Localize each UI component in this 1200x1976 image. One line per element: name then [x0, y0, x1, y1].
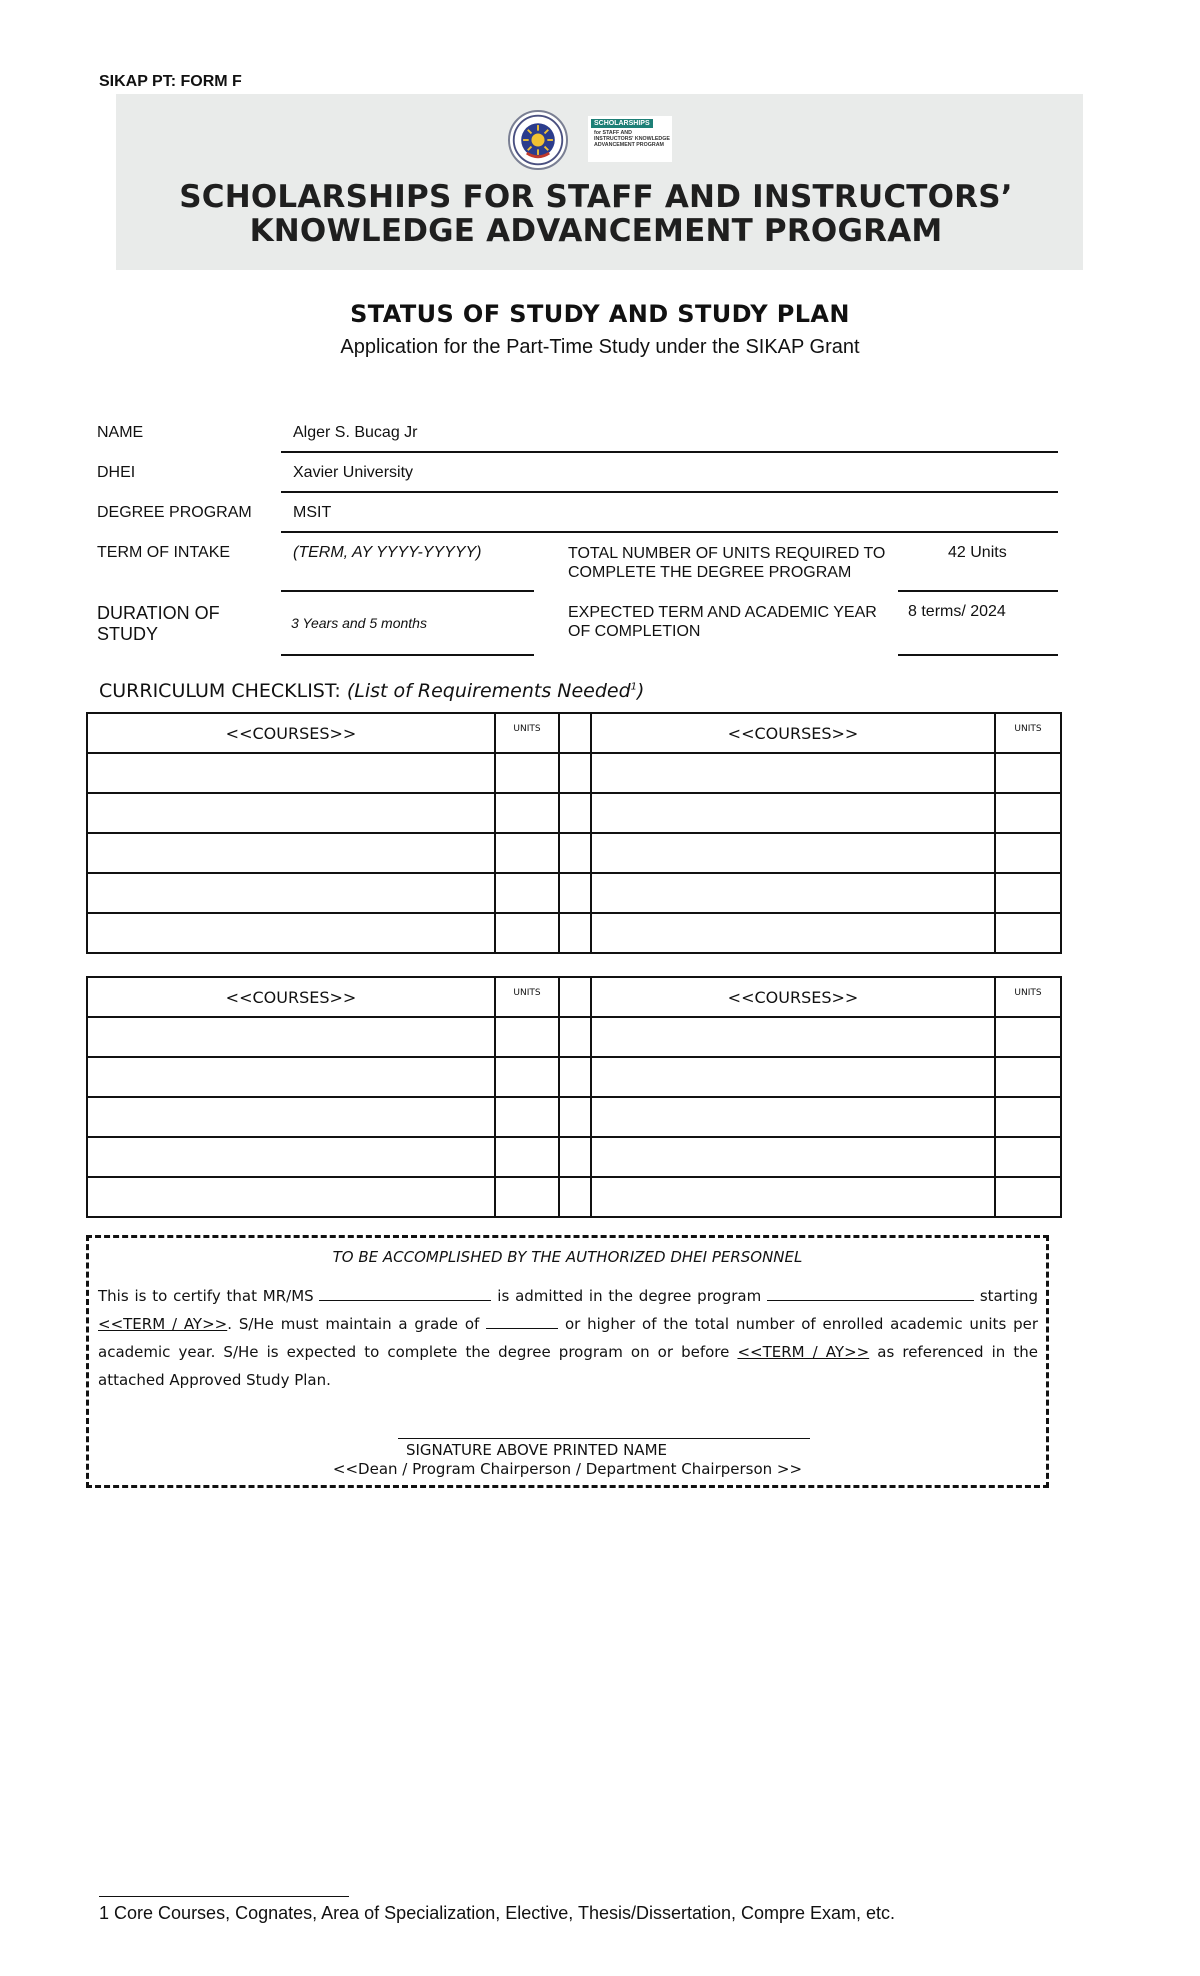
spacer-cell — [559, 873, 591, 913]
course-row — [87, 913, 1061, 953]
dhei-line — [281, 491, 1058, 493]
course-cell[interactable] — [591, 1137, 995, 1177]
footnote — [99, 1903, 895, 1924]
units-cell[interactable] — [995, 1137, 1061, 1177]
course-cell[interactable] — [591, 913, 995, 953]
signature-line[interactable] — [398, 1438, 810, 1439]
units-value: 42 Units — [948, 544, 1007, 561]
duration-label: DURATION OF STUDY — [97, 603, 220, 644]
units-cell[interactable] — [995, 913, 1061, 953]
spacer-cell — [559, 833, 591, 873]
term-label: TERM OF INTAKE — [97, 544, 231, 561]
units-cell[interactable] — [495, 873, 559, 913]
spacer-cell — [559, 1017, 591, 1057]
name-line — [281, 451, 1058, 453]
course-cell[interactable] — [87, 833, 495, 873]
checklist-heading-text: CURRICULUM CHECKLIST: — [99, 680, 341, 702]
courses-header: <<COURSES>> — [87, 713, 495, 753]
units-cell[interactable] — [495, 753, 559, 793]
spacer-cell — [559, 1137, 591, 1177]
spacer-cell — [559, 1177, 591, 1217]
degree-label: DEGREE PROGRAM — [97, 504, 252, 521]
units-cell[interactable] — [495, 1097, 559, 1137]
units-header: UNITS — [495, 713, 559, 753]
spacer-cell — [559, 793, 591, 833]
course-cell[interactable] — [87, 753, 495, 793]
course-cell[interactable] — [591, 873, 995, 913]
spacer-cell — [559, 913, 591, 953]
spacer-cell — [559, 977, 591, 1017]
checklist-heading-close: ) — [637, 680, 645, 702]
cert-text-part: . S/He must maintain a grade of — [227, 1315, 480, 1333]
cert-text-part: or higher of the total number of enrolled academic units per academic year. S/He is expected to complete the degree program on or before — [98, 1315, 1038, 1361]
units-cell[interactable] — [495, 1177, 559, 1217]
grade-blank[interactable] — [486, 1316, 558, 1329]
completion-line — [898, 654, 1058, 656]
units-cell[interactable] — [995, 753, 1061, 793]
degree-program-blank[interactable] — [767, 1288, 974, 1301]
course-row — [87, 1177, 1061, 1217]
courses-header: <<COURSES>> — [591, 713, 995, 753]
course-row — [87, 1137, 1061, 1177]
completion-label: EXPECTED TERM AND ACADEMIC YEAR OF COMPLETION — [568, 604, 877, 640]
agency-seal-logo — [508, 110, 568, 170]
course-cell[interactable] — [591, 833, 995, 873]
checklist-heading-note: (List of Requirements Needed — [346, 680, 631, 702]
curriculum-checklist-heading — [99, 680, 644, 702]
units-label: TOTAL NUMBER OF UNITS REQUIRED TO COMPLETE THE DEGREE PROGRAM — [568, 545, 886, 581]
courses-header-row — [87, 977, 1061, 1017]
start-term-placeholder: <<TERM / AY>> — [98, 1315, 228, 1333]
dhei-label: DHEI — [97, 464, 136, 481]
course-row — [87, 873, 1061, 913]
cert-text-part: This is to certify that MR/MS — [98, 1287, 314, 1305]
signature-label: SIGNATURE ABOVE PRINTED NAME — [405, 1441, 667, 1459]
units-cell[interactable] — [495, 1057, 559, 1097]
footnote-ref: 1 — [630, 681, 638, 693]
units-header: UNITS — [995, 713, 1061, 753]
banner-title: SCHOLARSHIPS FOR STAFF AND INSTRUCTORS’ KNOWLEDGE ADVANCEMENT PROGRAM — [179, 179, 1013, 249]
completion-value: 8 terms/ 2024 — [908, 603, 1006, 620]
end-term-placeholder: <<TERM / AY>> — [737, 1343, 870, 1361]
course-cell[interactable] — [87, 1177, 495, 1217]
units-cell[interactable] — [495, 913, 559, 953]
course-cell[interactable] — [591, 1057, 995, 1097]
footnote-number: 1 — [99, 1903, 110, 1923]
name-label: NAME — [97, 424, 144, 441]
courses-header: <<COURSES>> — [591, 977, 995, 1017]
units-cell[interactable] — [495, 1017, 559, 1057]
course-cell[interactable] — [87, 1097, 495, 1137]
units-cell[interactable] — [995, 1097, 1061, 1137]
course-cell[interactable] — [591, 1097, 995, 1137]
courses-table-2 — [86, 976, 1062, 1218]
course-cell[interactable] — [591, 793, 995, 833]
units-header: UNITS — [495, 977, 559, 1017]
cert-text-part: starting — [979, 1287, 1038, 1305]
logo-tag: SCHOLARSHIPS — [591, 119, 653, 128]
units-cell[interactable] — [495, 1137, 559, 1177]
units-cell[interactable] — [995, 1017, 1061, 1057]
course-cell[interactable] — [87, 913, 495, 953]
signatory-role: <<Dean / Program Chairperson / Department Chairperson >> — [332, 1460, 803, 1478]
units-line — [898, 590, 1058, 592]
courses-header-row — [87, 713, 1061, 753]
units-cell[interactable] — [495, 793, 559, 833]
footnote-text: Core Courses, Cognates, Area of Specialization, Elective, Thesis/Dissertation, Compre Exam, etc. — [114, 1903, 896, 1923]
cert-text-part: is admitted in the degree program — [497, 1287, 762, 1305]
certification-box — [86, 1235, 1049, 1488]
spacer-cell — [559, 1057, 591, 1097]
term-line — [281, 590, 534, 592]
course-cell[interactable] — [591, 1177, 995, 1217]
course-cell[interactable] — [87, 1057, 495, 1097]
course-row — [87, 753, 1061, 793]
course-row — [87, 1017, 1061, 1057]
spacer-cell — [559, 1097, 591, 1137]
course-cell[interactable] — [87, 873, 495, 913]
degree-line — [281, 531, 1058, 533]
units-cell[interactable] — [995, 1057, 1061, 1097]
units-cell[interactable] — [495, 833, 559, 873]
name-blank[interactable] — [319, 1288, 491, 1301]
footnote-separator — [99, 1896, 349, 1897]
form-code: SIKAP PT: FORM F — [99, 73, 242, 90]
course-cell[interactable] — [87, 1017, 495, 1057]
courses-table-1 — [86, 712, 1062, 954]
course-cell[interactable] — [87, 1137, 495, 1177]
course-cell[interactable] — [591, 1017, 995, 1057]
units-header: UNITS — [995, 977, 1061, 1017]
course-row — [87, 1097, 1061, 1137]
course-row — [87, 793, 1061, 833]
units-cell[interactable] — [995, 1177, 1061, 1217]
units-cell[interactable] — [995, 873, 1061, 913]
cert-text-part: as referenced in the attached Approved Study Plan. — [98, 1343, 1038, 1389]
dhei-value: Xavier University — [293, 464, 414, 481]
units-cell[interactable] — [995, 833, 1061, 873]
units-cell[interactable] — [995, 793, 1061, 833]
certification-heading: TO BE ACCOMPLISHED BY THE AUTHORIZED DHEI PERSONNEL — [332, 1248, 803, 1266]
duration-value: 3 Years and 5 months — [291, 615, 427, 631]
spacer-cell — [559, 753, 591, 793]
certification-text — [98, 1282, 1038, 1394]
sikap-logo — [588, 116, 672, 162]
courses-header: <<COURSES>> — [87, 977, 495, 1017]
course-cell[interactable] — [591, 753, 995, 793]
course-cell[interactable] — [87, 793, 495, 833]
course-row — [87, 1057, 1061, 1097]
name-value: Alger S. Bucag Jr — [293, 424, 418, 441]
duration-line — [281, 654, 534, 656]
degree-value: MSIT — [293, 504, 332, 521]
page-subtitle: Application for the Part-Time Study under the SIKAP Grant — [340, 336, 860, 358]
term-value: (TERM, AY YYYY-YYYYY) — [293, 544, 482, 561]
logo-subtitle: for STAFF AND INSTRUCTORS' KNOWLEDGE ADVANCEMENT PROGRAM — [594, 130, 670, 148]
spacer-cell — [559, 713, 591, 753]
course-row — [87, 833, 1061, 873]
page-title: STATUS OF STUDY AND STUDY PLAN — [350, 300, 850, 328]
